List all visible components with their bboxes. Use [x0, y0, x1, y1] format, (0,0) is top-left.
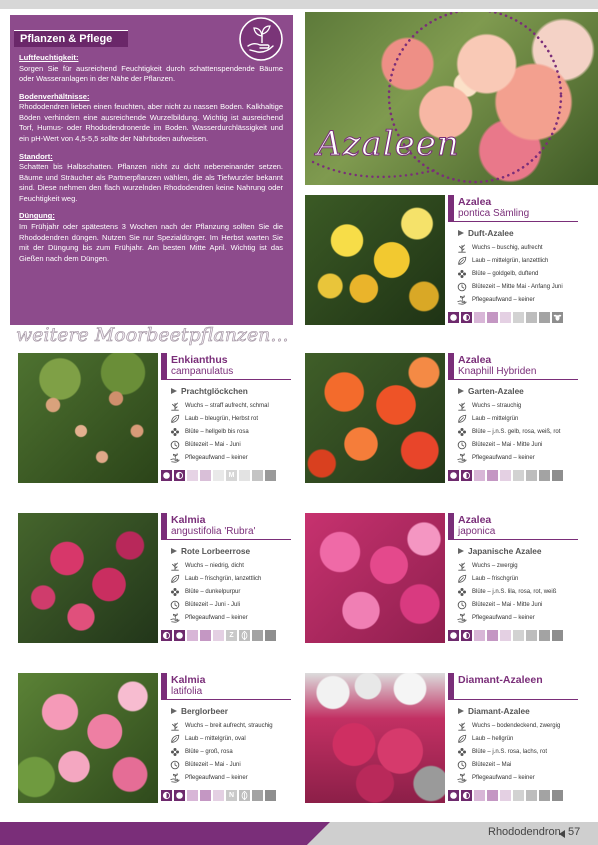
attribute-row	[457, 745, 581, 758]
plant-photo	[305, 195, 445, 325]
footer-section-label: Rhododendron	[488, 826, 561, 838]
clock-icon	[457, 760, 467, 770]
care-hand-icon	[457, 453, 467, 463]
full-sun-icon	[448, 630, 459, 641]
title-accent-bar	[448, 353, 454, 379]
clock-icon	[170, 760, 180, 770]
property-strip	[161, 630, 276, 641]
property-swatch	[552, 630, 563, 641]
title-underline	[448, 539, 578, 540]
sun-symbol	[461, 470, 472, 481]
property-swatch	[474, 312, 485, 323]
plant-title: Azalea	[458, 514, 492, 526]
attribute-row	[170, 598, 294, 611]
property-swatch	[487, 470, 498, 481]
attribute-row	[170, 451, 294, 464]
property-swatch	[487, 630, 498, 641]
care-section-fertilizing	[19, 211, 283, 264]
care-section-humidity	[19, 53, 283, 85]
property-swatch	[213, 470, 224, 481]
bee-icon	[552, 312, 563, 323]
plant-subtitle: pontica Sämling	[458, 208, 530, 219]
clock-icon	[457, 600, 467, 610]
section-text: Sorgen Sie für ausreichend Feuchtigkeit durch schattenspendende Bäume oder Wasseranlagen in der Nähe der Pflanzen.	[19, 63, 283, 84]
common-name-text: Garten-Azalee	[468, 386, 524, 396]
attribute-text: Pflegeaufwand – keiner	[472, 774, 535, 781]
title-underline	[448, 699, 578, 700]
sun-symbol	[161, 630, 172, 641]
footer-accent-bar	[0, 822, 330, 845]
property-swatch	[526, 630, 537, 641]
plant-card	[18, 353, 291, 483]
hero-script-title: Azaleen	[317, 124, 460, 164]
leaf-icon	[457, 734, 467, 744]
page-number: 57	[568, 826, 581, 838]
attribute-list	[457, 559, 581, 624]
growth-icon	[457, 721, 467, 731]
plant-subtitle: Knaphill Hybriden	[458, 366, 537, 377]
sun-symbol	[448, 312, 459, 323]
property-swatch	[265, 630, 276, 641]
flower-icon	[457, 269, 467, 279]
attribute-row	[457, 451, 581, 464]
property-swatch	[513, 312, 524, 323]
property-swatch	[539, 630, 550, 641]
swatch-label: N	[228, 792, 235, 799]
half-shade-icon	[174, 470, 185, 481]
more-plants-heading: weitere Moorbeetpflanzen...	[16, 324, 289, 346]
common-name	[458, 386, 524, 396]
attribute-row	[457, 719, 581, 732]
common-name-text: Rote Lorbeerrose	[181, 546, 251, 556]
sun-symbol	[448, 630, 459, 641]
care-box-title: Pflanzen & Pflege	[14, 30, 128, 47]
hero-azalea-photo	[305, 12, 598, 185]
property-swatch	[526, 470, 537, 481]
triangle-bullet-icon	[171, 708, 177, 714]
attribute-list	[457, 399, 581, 464]
property-swatch	[252, 630, 263, 641]
property-swatch	[200, 630, 211, 641]
property-swatch	[252, 790, 263, 801]
attribute-row	[170, 399, 294, 412]
attribute-row	[457, 438, 581, 451]
plant-subtitle: campanulatus	[171, 366, 234, 377]
plant-card	[305, 513, 578, 643]
title-accent-bar	[448, 513, 454, 539]
property-swatch	[552, 790, 563, 801]
attribute-text: Wuchs – buschig, aufrecht	[472, 244, 543, 251]
plant-photo	[305, 513, 445, 643]
care-hand-icon	[457, 773, 467, 783]
top-gray-bar	[0, 0, 598, 9]
leaf-icon	[457, 574, 467, 584]
attribute-text: Pflegeaufwand – keiner	[472, 614, 535, 621]
title-accent-bar	[161, 513, 167, 539]
sun-symbol	[461, 630, 472, 641]
attribute-text: Laub – hellgrün	[472, 735, 514, 742]
attribute-row	[457, 425, 581, 438]
leaf-icon	[170, 574, 180, 584]
attribute-row	[170, 745, 294, 758]
property-swatch	[539, 470, 550, 481]
property-swatch	[213, 630, 224, 641]
attribute-text: Laub – mittelgrün, oval	[185, 735, 246, 742]
property-swatch	[539, 312, 550, 323]
common-name	[171, 706, 228, 716]
attribute-text: Blütezeit – Mai - Juni	[185, 441, 241, 448]
common-name	[171, 546, 250, 556]
property-swatch	[552, 470, 563, 481]
property-swatch	[226, 630, 237, 641]
sun-symbol	[448, 790, 459, 801]
property-swatch	[265, 790, 276, 801]
flower-icon	[457, 427, 467, 437]
care-hand-icon	[457, 613, 467, 623]
attribute-row	[170, 412, 294, 425]
common-name	[458, 706, 530, 716]
section-text: Rhododendren lieben einen feuchten, aber nicht zu nassen Boden. Kalkhaltige Böden verhindern eine ausreichende Wurzelbildung. Wichtig ist ausreichend Torf, Humus- oder Rhododendronerde im Boden. Wasserdurchlässigkeit und ein pH-Wert von 4,5-5,5 sollte der Nährboden aufweisen.	[19, 102, 283, 143]
attribute-text: Pflegeaufwand – keiner	[185, 454, 248, 461]
section-heading: Luftfeuchtigkeit:	[19, 53, 79, 62]
attribute-list	[457, 719, 581, 784]
attribute-text: Blüte – j.n.S. lila, rosa, rot, weiß	[472, 588, 557, 595]
attribute-row	[457, 572, 581, 585]
section-text: Schatten bis Halbschatten. Pflanzen nicht zu dicht nebeneinander setzen. Bäume und Sträucher als Partnerpflanzen wählen, die als Tiefwurzler bekannt sind. Diese nehmen den flach wurzelnden Rhododendren keine Nahrung oder Feuchtigkeit weg.	[19, 162, 283, 203]
property-swatch	[526, 312, 537, 323]
plant-title: Azalea	[458, 354, 492, 366]
attribute-text: Pflegeaufwand – keiner	[185, 614, 248, 621]
attribute-text: Blüte – groß, rosa	[185, 748, 233, 755]
property-swatch	[239, 630, 250, 641]
property-strip	[448, 312, 563, 323]
property-swatch	[526, 790, 537, 801]
property-swatch	[239, 790, 250, 801]
attribute-text: Wuchs – strauchig	[472, 402, 522, 409]
sun-symbol	[161, 470, 172, 481]
plant-subtitle: japonica	[458, 526, 496, 537]
attribute-text: Laub – mittelgrün	[472, 415, 519, 422]
attribute-row	[457, 598, 581, 611]
plant-subtitle: latifolia	[171, 686, 203, 697]
property-swatch	[513, 790, 524, 801]
clock-icon	[170, 440, 180, 450]
attribute-list	[170, 559, 294, 624]
growth-icon	[457, 401, 467, 411]
plant-subtitle: angustifolia 'Rubra'	[171, 526, 256, 537]
title-underline	[448, 379, 578, 380]
attribute-text: Blütezeit – Mitte Mai - Anfang Juni	[472, 283, 563, 290]
section-heading: Düngung:	[19, 211, 55, 221]
attribute-row	[457, 559, 581, 572]
flower-icon	[457, 747, 467, 757]
attribute-row	[457, 241, 581, 254]
attribute-text: Blüte – hellgelb bis rosa	[185, 428, 249, 435]
property-swatch	[487, 312, 498, 323]
attribute-text: Wuchs – zwergig	[472, 562, 518, 569]
leaf-outline-icon	[239, 790, 250, 801]
leaf-icon	[457, 414, 467, 424]
attribute-row	[170, 732, 294, 745]
title-accent-bar	[448, 673, 454, 699]
attribute-row	[170, 438, 294, 451]
property-swatch	[187, 470, 198, 481]
growth-icon	[170, 401, 180, 411]
property-strip	[161, 790, 276, 801]
common-name-text: Japanische Azalee	[468, 546, 542, 556]
half-shade-icon	[461, 790, 472, 801]
leaf-icon	[170, 414, 180, 424]
property-swatch	[226, 790, 237, 801]
clock-icon	[170, 600, 180, 610]
attribute-text: Blüte – goldgelb, duftend	[472, 270, 539, 277]
attribute-text: Blüte – dunkelpurpur	[185, 588, 241, 595]
attribute-text: Laub – bleugrün, Herbst rot	[185, 415, 259, 422]
attribute-row	[457, 732, 581, 745]
care-section-location	[19, 152, 283, 205]
property-swatch	[500, 470, 511, 481]
property-swatch	[513, 630, 524, 641]
property-swatch	[500, 630, 511, 641]
sun-symbol	[174, 470, 185, 481]
leaf-icon	[170, 734, 180, 744]
attribute-text: Pflegeaufwand – keiner	[185, 774, 248, 781]
common-name-text: Prachtglöckchen	[181, 386, 248, 396]
common-name	[171, 386, 248, 396]
triangle-bullet-icon	[458, 708, 464, 714]
plant-title: Diamant-Azaleen	[458, 674, 543, 686]
sun-symbol	[448, 470, 459, 481]
attribute-row	[170, 719, 294, 732]
triangle-bullet-icon	[171, 548, 177, 554]
plant-photo	[305, 673, 445, 803]
attribute-text: Wuchs – straff aufrecht, schmal	[185, 402, 269, 409]
attribute-row	[170, 585, 294, 598]
property-swatch	[474, 470, 485, 481]
attribute-text: Laub – mittelgrün, lanzettlich	[472, 257, 549, 264]
attribute-list	[170, 719, 294, 784]
property-swatch	[187, 630, 198, 641]
full-sun-icon	[448, 312, 459, 323]
attribute-text: Blüte – j.n.S. rosa, lachs, rot	[472, 748, 548, 755]
triangle-bullet-icon	[458, 230, 464, 236]
attribute-text: Blütezeit – Mai - Juni	[185, 761, 241, 768]
care-hand-icon	[170, 613, 180, 623]
growth-icon	[457, 561, 467, 571]
full-sun-icon	[448, 470, 459, 481]
property-swatch	[239, 470, 250, 481]
attribute-row	[170, 758, 294, 771]
property-swatch	[200, 790, 211, 801]
common-name	[458, 546, 541, 556]
attribute-row	[457, 254, 581, 267]
care-info-box	[10, 15, 293, 325]
attribute-text: Pflegeaufwand – keiner	[472, 296, 535, 303]
clock-icon	[457, 440, 467, 450]
attribute-list	[457, 241, 581, 306]
attribute-row	[170, 572, 294, 585]
title-underline	[448, 221, 578, 222]
attribute-row	[457, 267, 581, 280]
attribute-row	[457, 293, 581, 306]
plant-card	[305, 195, 578, 325]
property-swatch	[226, 470, 237, 481]
property-strip	[161, 470, 276, 481]
section-text: Im Frühjahr oder spätestens 3 Wochen nach der Pflanzung sollten Sie die Rhododendren düngen. Nutzen Sie nur Spezialdünger. Im Herbst warten Sie mit der Düngung bis zum Frühjahr. Am besten Mitte April. Wichtig ist das Gießen nach dem Düngen.	[19, 221, 283, 263]
sun-symbol	[161, 790, 172, 801]
common-name-text: Diamant-Azalee	[468, 706, 530, 716]
attribute-row	[170, 771, 294, 784]
flower-icon	[170, 587, 180, 597]
half-shade-icon	[461, 630, 472, 641]
plant-photo	[18, 513, 158, 643]
section-heading: Standort:	[19, 151, 53, 161]
attribute-row	[457, 771, 581, 784]
section-heading: Bodenverhältnisse:	[19, 91, 90, 101]
attribute-row	[457, 399, 581, 412]
property-strip	[448, 470, 563, 481]
sun-symbol	[461, 790, 472, 801]
flower-icon	[170, 427, 180, 437]
plant-photo	[18, 673, 158, 803]
plant-title: Kalmia	[171, 674, 206, 686]
triangle-bullet-icon	[458, 548, 464, 554]
full-sun-icon	[174, 790, 185, 801]
property-swatch	[474, 790, 485, 801]
growth-icon	[457, 243, 467, 253]
attribute-text: Laub – frischgrün, lanzettlich	[185, 575, 262, 582]
attribute-text: Laub – frischgrün	[472, 575, 519, 582]
half-shade-icon	[161, 630, 172, 641]
property-swatch	[200, 470, 211, 481]
attribute-text: Wuchs – niedrig, dicht	[185, 562, 244, 569]
care-hand-icon	[457, 295, 467, 305]
sun-symbol	[461, 312, 472, 323]
attribute-row	[457, 611, 581, 624]
attribute-list	[170, 399, 294, 464]
attribute-row	[457, 280, 581, 293]
plant-title: Enkianthus	[171, 354, 228, 366]
swatch-label: M	[228, 472, 235, 479]
full-sun-icon	[161, 470, 172, 481]
common-name-text: Berglorbeer	[181, 706, 229, 716]
property-swatch	[552, 312, 563, 323]
property-swatch	[500, 790, 511, 801]
attribute-text: Wuchs – bodendeckend, zwergig	[472, 722, 561, 729]
care-section-soil	[19, 92, 283, 145]
growth-icon	[170, 561, 180, 571]
clock-icon	[457, 282, 467, 292]
flower-icon	[457, 587, 467, 597]
plant-card	[18, 673, 291, 803]
plant-photo	[305, 353, 445, 483]
plant-card	[18, 513, 291, 643]
property-swatch	[252, 470, 263, 481]
attribute-text: Wuchs – breit aufrecht, strauchig	[185, 722, 273, 729]
full-sun-icon	[174, 630, 185, 641]
flower-icon	[170, 747, 180, 757]
attribute-row	[170, 559, 294, 572]
care-hand-icon	[170, 453, 180, 463]
common-name	[458, 228, 514, 238]
title-accent-bar	[448, 195, 454, 221]
plant-card	[305, 673, 578, 803]
triangle-bullet-icon	[171, 388, 177, 394]
attribute-text: Pflegeaufwand – keiner	[472, 454, 535, 461]
property-swatch	[474, 630, 485, 641]
attribute-row	[457, 412, 581, 425]
property-swatch	[487, 790, 498, 801]
title-accent-bar	[161, 353, 167, 379]
care-text-block	[19, 53, 283, 271]
title-underline	[161, 699, 291, 700]
property-swatch	[539, 790, 550, 801]
swatch-label: Z	[229, 632, 234, 639]
attribute-row	[170, 425, 294, 438]
common-name-text: Duft-Azalee	[468, 228, 514, 238]
plant-photo	[18, 353, 158, 483]
half-shade-icon	[461, 470, 472, 481]
property-swatch	[265, 470, 276, 481]
attribute-text: Blüte – j.n.S. gelb, rosa, weiß, rot	[472, 428, 561, 435]
title-accent-bar	[161, 673, 167, 699]
property-swatch	[213, 790, 224, 801]
full-sun-icon	[448, 790, 459, 801]
plant-title: Azalea	[458, 196, 492, 208]
attribute-text: Blütezeit – Mai - Mitte Juni	[472, 441, 543, 448]
plant-card	[305, 353, 578, 483]
care-hand-icon	[170, 773, 180, 783]
half-shade-icon	[461, 312, 472, 323]
attribute-row	[457, 758, 581, 771]
sun-symbol	[174, 630, 185, 641]
property-swatch	[500, 312, 511, 323]
attribute-text: Blütezeit – Juni - Juli	[185, 601, 241, 608]
attribute-row	[457, 585, 581, 598]
leaf-outline-icon	[239, 630, 250, 641]
property-swatch	[187, 790, 198, 801]
title-underline	[161, 539, 291, 540]
footer-arrow-icon	[559, 830, 565, 838]
leaf-icon	[457, 256, 467, 266]
growth-icon	[170, 721, 180, 731]
property-swatch	[513, 470, 524, 481]
sun-symbol	[174, 790, 185, 801]
attribute-text: Blütezeit – Mai - Mitte Juni	[472, 601, 543, 608]
plant-title: Kalmia	[171, 514, 206, 526]
triangle-bullet-icon	[458, 388, 464, 394]
attribute-text: Blütezeit – Mai	[472, 761, 512, 768]
half-shade-icon	[161, 790, 172, 801]
property-strip	[448, 630, 563, 641]
title-underline	[161, 379, 291, 380]
property-strip	[448, 790, 563, 801]
attribute-row	[170, 611, 294, 624]
